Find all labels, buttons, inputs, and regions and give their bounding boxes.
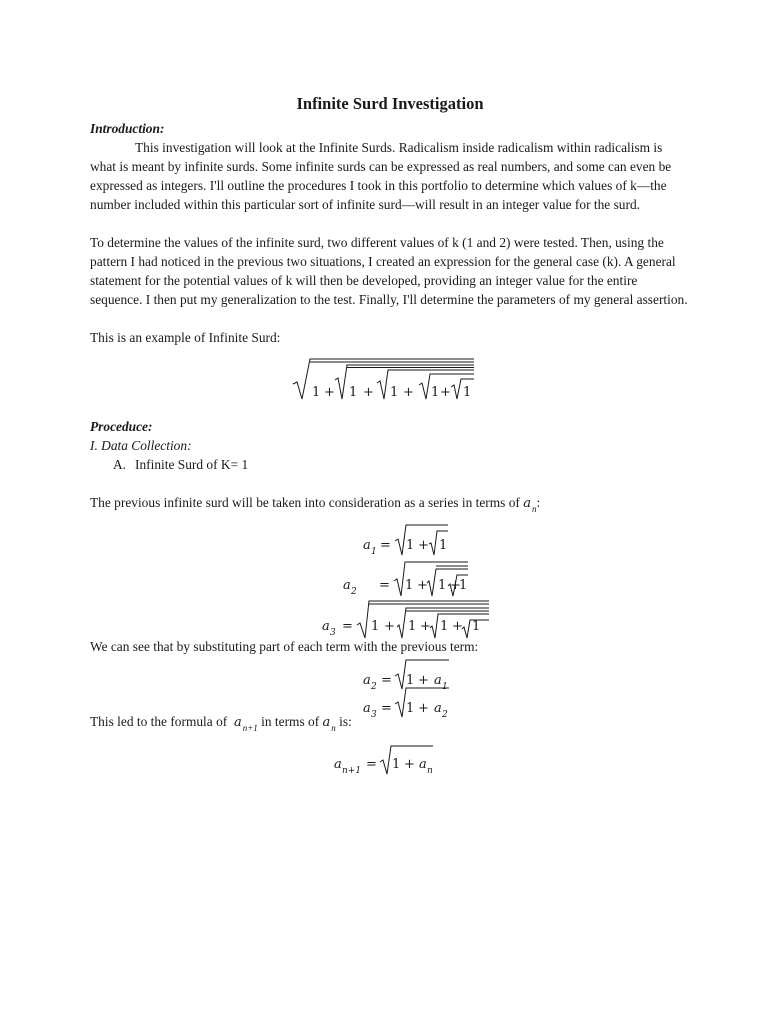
- formula-text-a: This led to the formula of: [90, 714, 228, 729]
- eq2-a: a: [343, 578, 351, 593]
- gen-sub-inner: n: [427, 766, 433, 776]
- eq3-a: a: [322, 619, 330, 634]
- eq3-one-a: 1: [371, 619, 380, 634]
- gen-a: a: [334, 757, 342, 772]
- general-formula: [90, 738, 690, 776]
- eq3-plus-a: +: [384, 619, 395, 634]
- page-title: Infinite Surd Investigation: [296, 94, 484, 113]
- data-collection-subheading: I. Data Collection:: [90, 438, 192, 453]
- recursive-equations-svg: [90, 656, 690, 720]
- rec1-sub: 2: [371, 682, 377, 692]
- substitute-paragraph: We can see that by substituting part of each term with the previous term:: [90, 639, 479, 654]
- rec2-sub-inner: 2: [442, 710, 448, 720]
- formula-text-c: is:: [339, 714, 352, 729]
- rec2-sub: 3: [371, 710, 377, 720]
- rec1-a-inner: a: [434, 673, 442, 688]
- surd-term-4: 1: [431, 385, 440, 400]
- formula-subscript-n1: n+1: [242, 723, 258, 733]
- gen-plus: +: [404, 757, 415, 772]
- eq2-one-a: 1: [405, 578, 414, 593]
- nested-surd-example: [90, 347, 690, 417]
- surd-term-2: 1: [349, 385, 358, 400]
- gen-one: 1: [392, 757, 401, 772]
- eq1-one-b: 1: [439, 538, 448, 553]
- nested-surd-svg: [90, 347, 690, 417]
- surd-plus-3: +: [403, 385, 414, 400]
- subscript-n: n: [532, 504, 537, 514]
- list-marker: A.: [113, 457, 127, 472]
- eq3-plus-c: +: [452, 619, 463, 634]
- rec1-a: a: [363, 673, 371, 688]
- surd-term-5: 1: [463, 385, 472, 400]
- symbol-a: a: [523, 496, 532, 511]
- rec2-a: a: [363, 701, 371, 716]
- example-label: This is an example of Infinite Surd:: [90, 330, 281, 345]
- eq2-one-b: 1: [438, 578, 447, 593]
- recursive-equations: [90, 656, 690, 720]
- eq3-one-c: 1: [440, 619, 449, 634]
- rec2-equals: =: [381, 701, 392, 716]
- series-colon: :: [536, 495, 541, 510]
- rec2-one: 1: [406, 701, 415, 716]
- eq3-plus-b: +: [420, 619, 431, 634]
- series-paragraph: [90, 493, 690, 519]
- series-equations-svg: [90, 519, 690, 637]
- eq2-one-c: 1: [459, 578, 468, 593]
- general-formula-svg: [90, 738, 690, 776]
- eq1-plus: +: [418, 538, 429, 553]
- procedure-heading: Proceduce:: [90, 419, 153, 434]
- surd-term-3: 1: [390, 385, 399, 400]
- series-equations: [90, 519, 690, 637]
- gen-equals: =: [366, 757, 377, 772]
- rec2-a-inner: a: [434, 701, 442, 716]
- list-item-label: Infinite Surd of K= 1: [135, 457, 249, 472]
- surd-plus-1: +: [324, 385, 335, 400]
- formula-text-b: in terms of: [261, 714, 320, 729]
- surd-plus-2: +: [363, 385, 374, 400]
- series-text: The previous infinite surd will be taken into consideration as a series in terms of: [90, 495, 520, 510]
- eq3-equals: =: [342, 619, 353, 634]
- eq1-equals: =: [380, 538, 391, 553]
- eq2-sub: 2: [351, 587, 357, 597]
- eq2-plus-a: +: [417, 578, 428, 593]
- eq1-sub: 1: [371, 547, 377, 557]
- formula-symbol-an: a: [322, 715, 331, 730]
- formula-symbol-a: a: [233, 715, 242, 730]
- rec1-one: 1: [406, 673, 415, 688]
- eq3-one-b: 1: [408, 619, 417, 634]
- formula-subscript-n: n: [331, 723, 336, 733]
- introduction-heading: Introduction:: [90, 121, 165, 136]
- eq2-equals: =: [379, 578, 390, 593]
- eq1-one-a: 1: [406, 538, 415, 553]
- surd-term-1: 1: [312, 385, 321, 400]
- list-item-k1: [113, 455, 690, 474]
- rec1-plus: +: [418, 673, 429, 688]
- rec1-sub-inner: 1: [442, 682, 448, 692]
- surd-plus-4: +: [440, 385, 451, 400]
- gen-sub: n+1: [342, 766, 362, 776]
- rec1-equals: =: [381, 673, 392, 688]
- rec2-plus: +: [418, 701, 429, 716]
- eq3-sub: 3: [330, 628, 336, 638]
- document-page: [90, 94, 690, 776]
- eq1-a: a: [363, 538, 371, 553]
- intro-paragraph-1: This investigation will look at the Infinite Surds. Radicalism inside radicalism within radicalism is what is meant by infinite surds. Some infinite surds can be expressed as real numbers, and some can even be expressed as integers. I'll outline the procedures I took in this portfolio to determine which values of k—the number included within this particular sort of infinite surd—will result in an integer value for the surd.: [90, 140, 672, 212]
- gen-a-inner: a: [419, 757, 427, 772]
- eq2-plus-b: +: [450, 578, 461, 593]
- eq3-one-d: 1: [472, 619, 481, 634]
- intro-paragraph-2: To determine the values of the infinite surd, two different values of k (1 and 2) were tested. Then, using the pattern I had noticed in the previous two situations, I created an expression for the general case (k). A general statement for the potential values of k will then be developed, providing an integer value for the entire sequence. I then put my generalization to the test. Finally, I'll determine the parameters of my general assertion.: [90, 235, 688, 307]
